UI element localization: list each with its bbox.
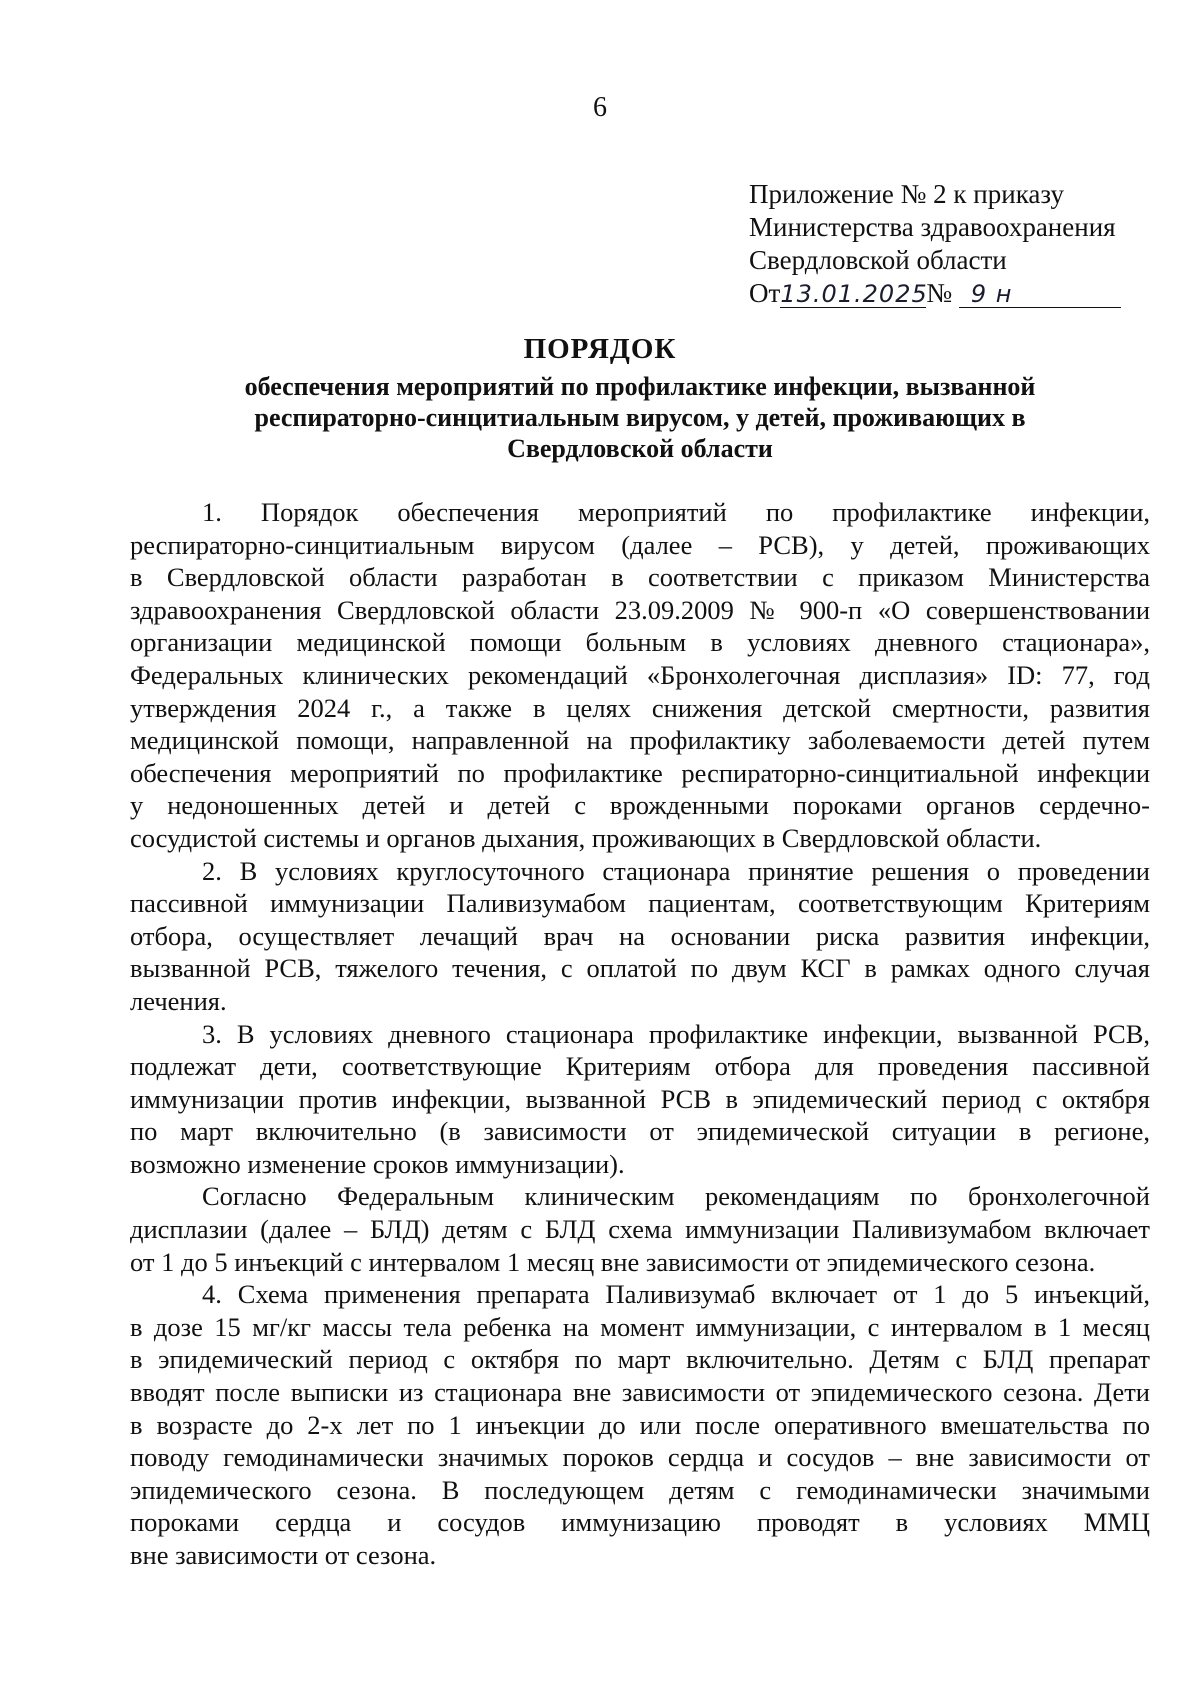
text-line: дисплазии (далее – БЛД) детям с БЛД схема иммунизации Паливизумабом включает	[130, 1214, 1150, 1245]
text-line: у недоношенных детей и детей с врожденными пороками органов сердечно-	[130, 790, 1150, 821]
paragraph-2	[130, 855, 1150, 1018]
handwritten-order-number: 9 н	[959, 281, 1121, 308]
subtitle-line: Свердловской области	[507, 434, 773, 463]
document-body	[130, 496, 1150, 1572]
text-line: организации медицинской помощи больным в условиях дневного стационара»,	[130, 627, 1150, 658]
text-line: пассивной иммунизации Паливизумабом пациентам, соответствующим Критериям	[130, 888, 1150, 919]
text-line: эпидемического сезона. В последующем детям с гемодинамически значимыми	[130, 1474, 1150, 1505]
text-line: по март включительно (в зависимости от эпидемической ситуации в регионе,	[130, 1116, 1150, 1147]
text-line: респираторно-синцитиальным вирусом (далее – РСВ), у детей, проживающих	[130, 529, 1150, 560]
date-prefix: От	[749, 278, 781, 308]
text-line: от 1 до 5 инъекций с интервалом 1 месяц вне зависимости от эпидемического сезона.	[130, 1246, 1096, 1277]
paragraph-1	[130, 496, 1150, 855]
text-line: 4. Схема применения препарата Паливизумаб включает от 1 до 5 инъекций,	[202, 1279, 1150, 1310]
page-number: 6	[593, 92, 607, 123]
number-prefix: №	[926, 278, 953, 308]
paragraph-3-continuation	[130, 1180, 1150, 1278]
text-line: отбора, осуществляет лечащий врач на основании риска развития инфекции,	[130, 920, 1150, 951]
text-line: вводят после выписки из стационара вне зависимости от эпидемического сезона. Дети	[130, 1377, 1150, 1408]
text-line: в эпидемический период с октября по март включительно. Детям с БЛД препарат	[130, 1344, 1150, 1375]
annex-date-number-line	[749, 277, 1169, 310]
subtitle-line: обеспечения мероприятий по профилактике инфекции, вызванной	[244, 372, 1036, 401]
paragraph-3	[130, 1018, 1150, 1181]
text-line: в возрасте до 2-х лет по 1 инъекции до или после оперативного вмешательства по	[130, 1409, 1150, 1440]
annex-line-1: Приложение № 2 к приказу	[749, 179, 1064, 209]
text-line: в дозе 15 мг/кг массы тела ребенка на момент иммунизации, с интервалом в 1 месяц	[130, 1311, 1150, 1342]
text-line: вне зависимости от сезона.	[130, 1540, 437, 1570]
text-line: здравоохранения Свердловской области 23.09.2009 № 900-п «О совершенствовании	[130, 594, 1150, 625]
text-line: обеспечения мероприятий по профилактике респираторно-синцитиальной инфекции	[130, 757, 1150, 788]
text-line: 2. В условиях круглосуточного стационара принятие решения о проведении	[202, 855, 1150, 886]
text-line: вызванной РСВ, тяжелого течения, с оплатой по двум КСГ в рамках одного случая	[130, 953, 1150, 984]
text-line: 1. Порядок обеспечения мероприятий по профилактике инфекции,	[202, 497, 1150, 527]
text-line: пороками сердца и сосудов иммунизацию проводят в условиях ММЦ	[130, 1507, 1150, 1538]
text-line: возможно изменение сроков иммунизации).	[130, 1148, 625, 1179]
annex-line-3: Свердловской области	[749, 245, 1007, 275]
text-line: сосудистой системы и органов дыхания, проживающих в Свердловской области.	[130, 822, 1042, 853]
handwritten-date: 13.01.2025	[780, 280, 928, 308]
text-line: иммунизации против инфекции, вызванной РСВ в эпидемический период с октября	[130, 1083, 1150, 1114]
text-line: лечения.	[130, 985, 227, 1016]
text-line: поводу гемодинамически значимых пороков сердца и сосудов – вне зависимости от	[130, 1442, 1150, 1473]
text-line: Федеральных клинических рекомендаций «Бронхолегочная дисплазия» ID: 77, год	[130, 659, 1150, 690]
text-line: в Свердловской области разработан в соответствии с приказом Министерства	[130, 562, 1150, 593]
paragraph-4	[130, 1278, 1150, 1571]
text-line: утверждения 2024 г., а также в целях снижения детской смертности, развития	[130, 692, 1150, 723]
document-title: ПОРЯДОК	[523, 333, 677, 365]
text-line: 3. В условиях дневного стационара профилактике инфекции, вызванной РСВ,	[202, 1018, 1150, 1049]
annex-line-2: Министерства здравоохранения	[749, 212, 1116, 242]
subtitle-line: респираторно-синцитиальным вирусом, у детей, проживающих в	[254, 403, 1026, 432]
annex-block	[749, 178, 1169, 310]
document-subtitle	[200, 371, 1080, 464]
text-line: подлежат дети, соответствующие Критериям отбора для проведения пассивной	[130, 1051, 1150, 1082]
text-line: Согласно Федеральным клиническим рекомендациям по бронхолегочной	[202, 1181, 1150, 1212]
text-line: медицинской помощи, направленной на профилактику заболеваемости детей путем	[130, 725, 1150, 756]
